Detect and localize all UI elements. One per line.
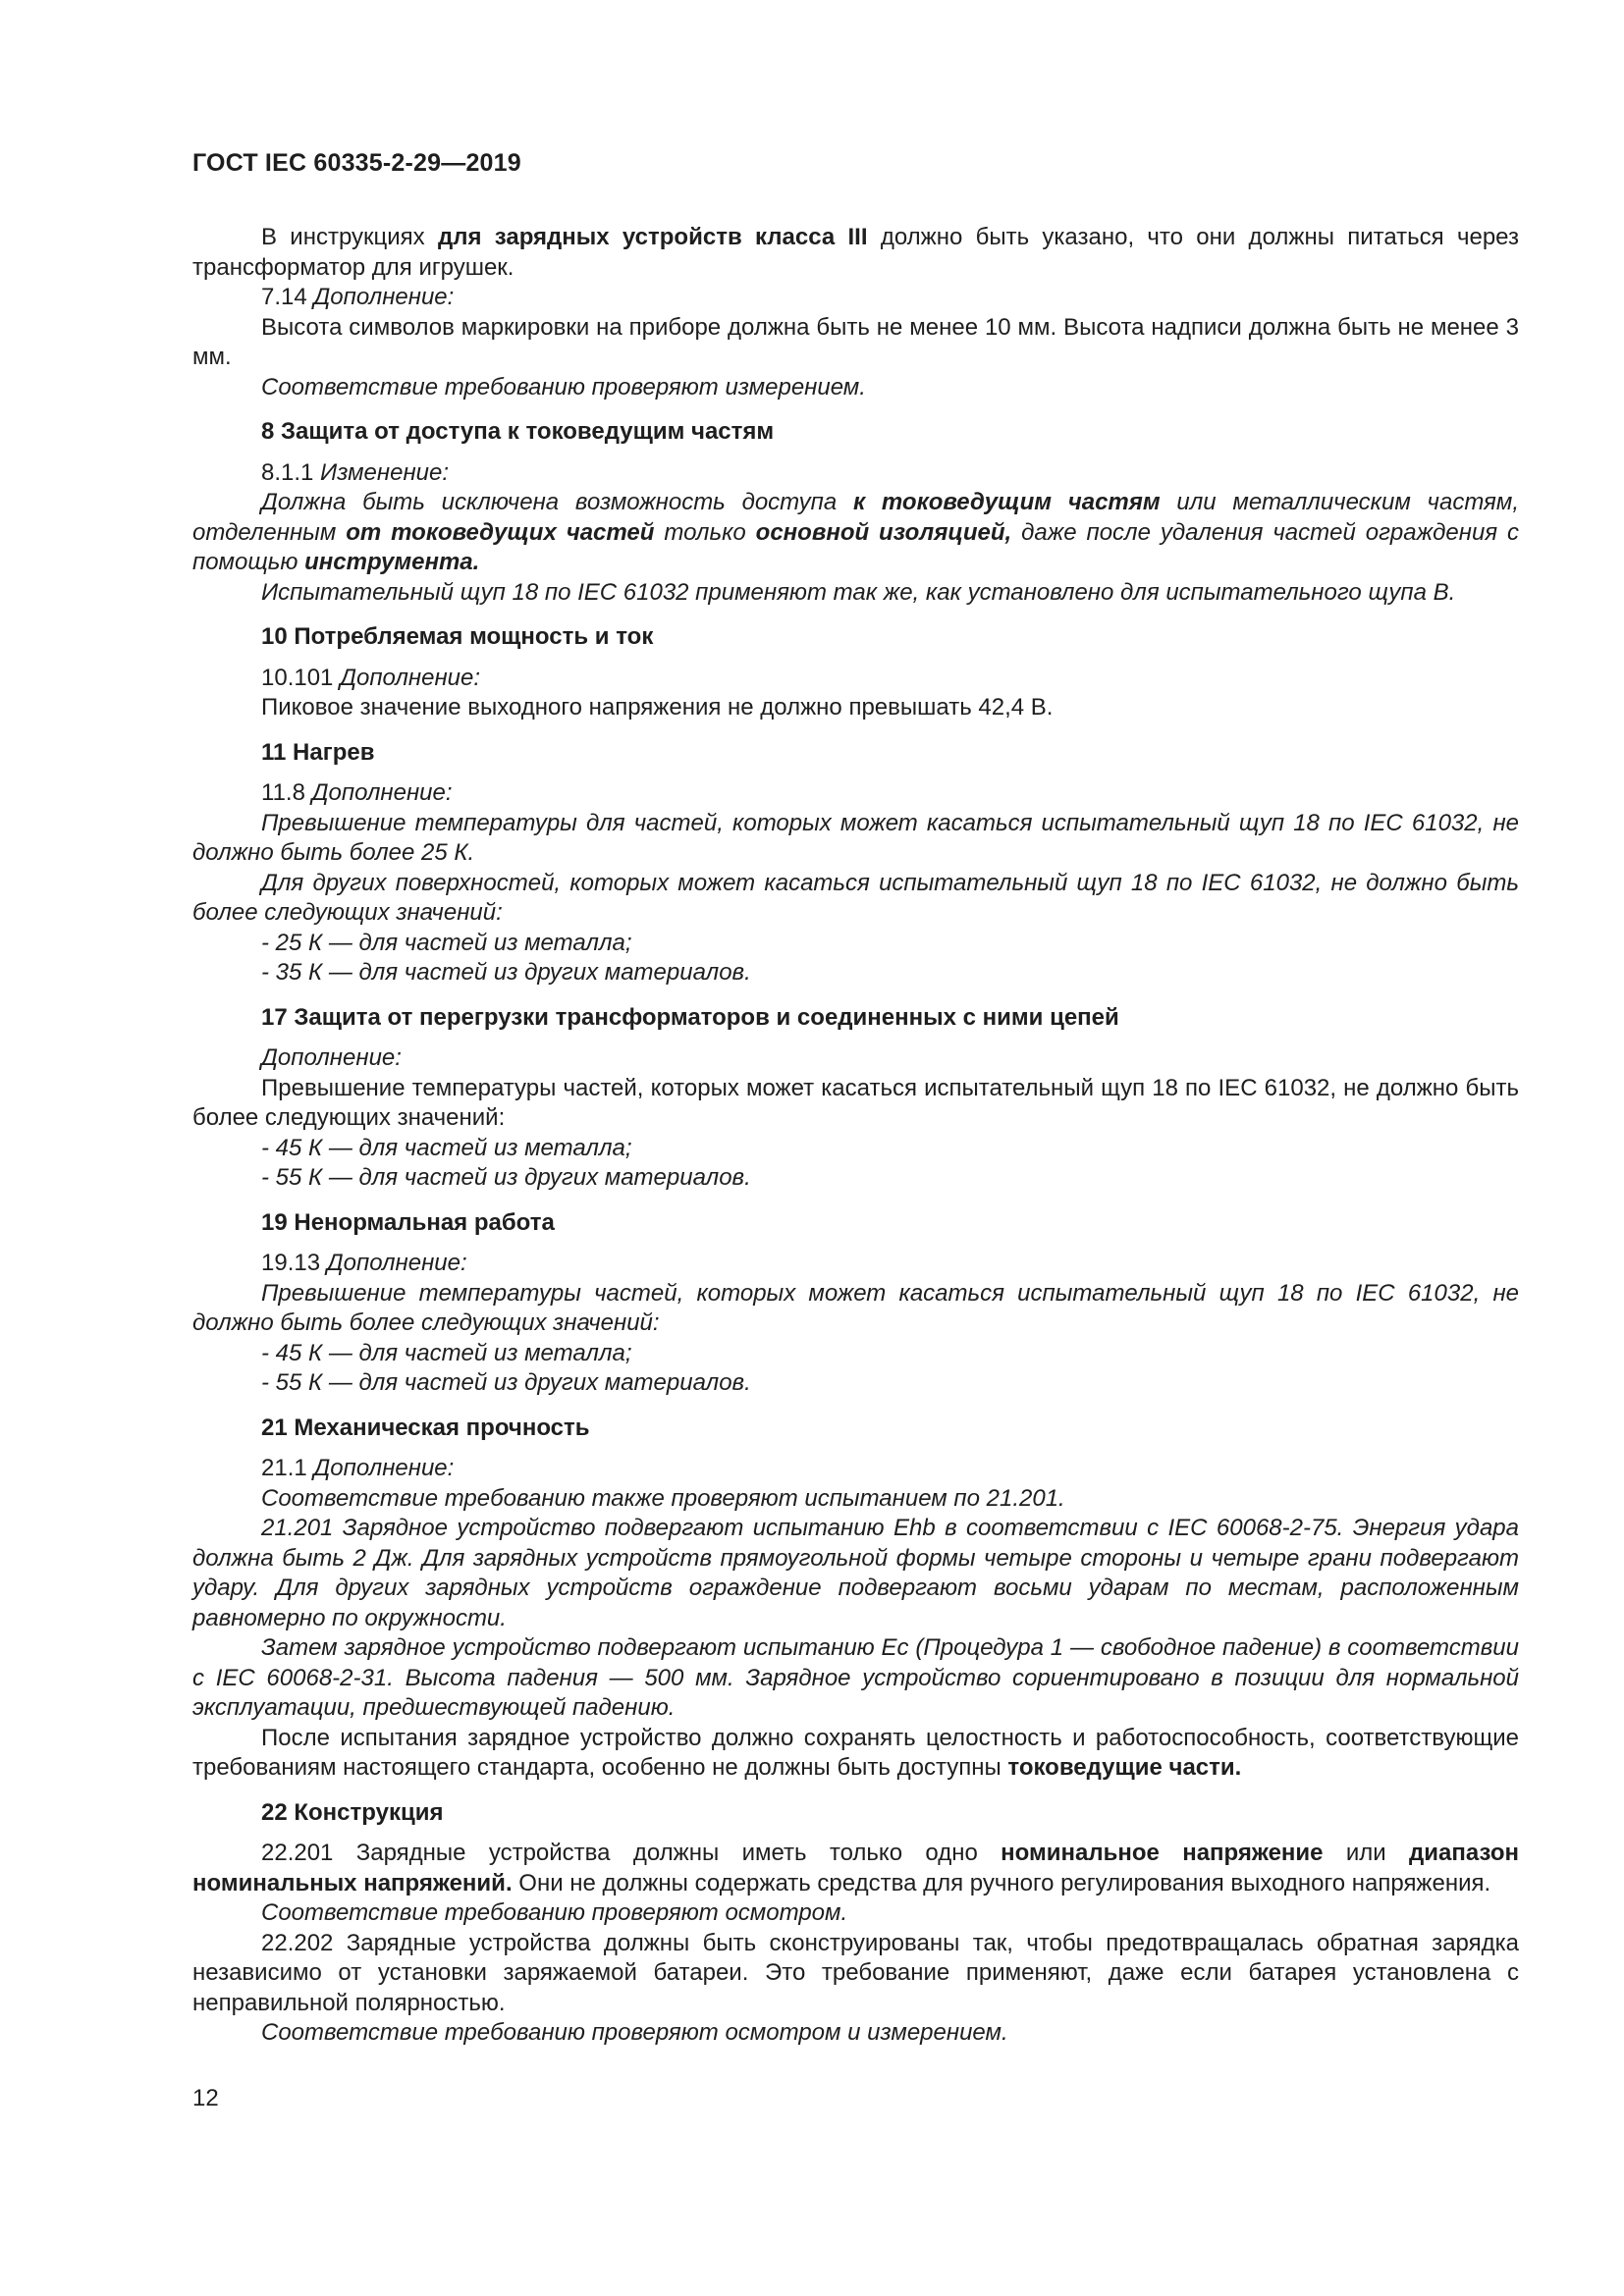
defined-term: номинальное напряжение	[1001, 1840, 1324, 1866]
defined-term: от токоведущих частей	[346, 518, 655, 546]
section-21-heading: 21 Механическая прочность	[261, 1414, 590, 1441]
text-run: только	[654, 518, 756, 546]
list-item: - 35 К — для частей из других материалов.	[261, 959, 751, 986]
section-22-heading: 22 Конструкция	[261, 1798, 444, 1826]
clause-type: Дополнение:	[313, 284, 455, 310]
after-test-text	[192, 1724, 1519, 1784]
clause-11-8-text-2: Для других поверхностей, которых может касаться испытательный щуп 18 по IEC 61032, не должно быть более следующих значений:	[192, 869, 1519, 926]
clause-number: 21.1	[261, 1455, 314, 1481]
clause-11-8-text-1: Превышение температуры для частей, которых может касаться испытательный щуп 18 по IEC 61032, не должно быть более 25 К.	[192, 809, 1519, 866]
text-run: В инструкциях	[261, 224, 438, 250]
text-run: Должна быть исключена возможность доступа	[261, 489, 853, 515]
list-item: - 45 К — для частей из металла;	[261, 1339, 632, 1366]
defined-term: диапазон номинальных напряжений.	[192, 1840, 1519, 1896]
section-8-heading: 8 Защита от доступа к токоведущим частям	[261, 418, 775, 445]
clause-10-101-text: Пиковое значение выходного напряжения не должно превышать 42,4 В.	[261, 694, 1054, 721]
defined-term: основной изоляцией,	[755, 518, 1012, 546]
clause-8-1-1-label	[192, 458, 1519, 489]
list-item: - 55 К — для частей из других материалов.	[261, 1369, 751, 1396]
list-item: - 55 К — для частей из других материалов.	[261, 1164, 751, 1191]
clause-type: Дополнение:	[326, 1250, 467, 1276]
page-number: 12	[192, 2085, 219, 2111]
text-run: 22.201 Зарядные устройства должны иметь только одно	[261, 1840, 1001, 1866]
clause-11-8-label	[192, 778, 1519, 809]
defined-term: инструмента.	[304, 549, 480, 575]
defined-term: для зарядных устройств класса III	[437, 224, 868, 250]
clause-22-202-text: 22.202 Зарядные устройства должны быть сконструированы так, чтобы предотвращалась обратная зарядка независимо от установки заряжаемой батареи. Это требование применяют, даже если батарея установлена с неправильной полярностью.	[192, 1929, 1519, 2016]
section-19-heading: 19 Ненормальная работа	[261, 1208, 555, 1236]
defined-term: токоведущие части.	[1007, 1754, 1242, 1781]
text-run: или	[1323, 1840, 1410, 1866]
clause-number: 7.14	[261, 284, 314, 310]
compliance-note: Соответствие требованию проверяют измерением.	[261, 373, 866, 400]
list-item: - 45 К — для частей из металла;	[261, 1134, 632, 1161]
clause-number: 10.101	[261, 664, 341, 691]
clause-number: 19.13	[261, 1250, 327, 1276]
clause-7-14-text: Высота символов маркировки на приборе должна быть не менее 10 мм. Высота надписи должна быть не менее 3 мм.	[192, 313, 1519, 370]
clause-number: 11.8	[261, 779, 312, 806]
instructions-paragraph	[192, 223, 1519, 283]
section-17-label: Дополнение:	[261, 1044, 402, 1071]
clause-10-101-label	[192, 664, 1519, 694]
text-run: Они не должны содержать средства для ручного регулирования выходного напряжения.	[512, 1869, 1491, 1896]
clause-21-201-text: 21.201 Зарядное устройство подвергают испытанию Ehb в соответствии с IEC 60068-2-75. Энергия удара должна быть 2 Дж. Для зарядных устройств прямоугольной формы четыре стороны и четыре грани подвергают удару. Для других зарядных устройств ограждение подвергают восьми ударам по местам, расположенным равномерно по окружности.	[192, 1515, 1519, 1631]
clause-19-13-label	[192, 1249, 1519, 1279]
free-fall-test-text: Затем зарядное устройство подвергают испытанию Ec (Процедура 1 — свободное падение) в соответствии с IEC 60068-2-31. Высота падения — 500 мм. Зарядное устройство сориентировано в позиции для нормальной эксплуатации, предшествующей падению.	[192, 1634, 1519, 1721]
clause-type: Дополнение:	[311, 779, 453, 806]
compliance-note: Соответствие требованию проверяют осмотром и измерением.	[261, 2019, 1008, 2046]
clause-22-201-text	[192, 1839, 1519, 1898]
defined-term: к токоведущим частям	[852, 489, 1161, 515]
text-run: После испытания зарядное устройство должно сохранять целостность и работоспособность, соответствующие требованиям настоящего стандарта, особенно не должны быть доступны	[192, 1724, 1519, 1781]
page-header: ГОСТ IEC 60335-2-29—2019	[192, 149, 521, 177]
section-17-text: Превышение температуры частей, которых может касаться испытательный щуп 18 по IEC 61032, не должно быть более следующих значений:	[192, 1074, 1519, 1131]
compliance-note: Соответствие требованию также проверяют испытанием по 21.201.	[261, 1484, 1065, 1512]
clause-number: 8.1.1	[261, 458, 321, 486]
clause-8-1-1-text	[192, 488, 1519, 578]
clause-7-14-label	[192, 283, 1519, 313]
clause-type: Дополнение:	[340, 664, 481, 691]
clause-19-13-text: Превышение температуры частей, которых может касаться испытательный щуп 18 по IEC 61032, не должно быть более следующих значений:	[192, 1279, 1519, 1336]
clause-type: Изменение:	[320, 458, 450, 486]
compliance-note: Соответствие требованию проверяют осмотром.	[261, 1899, 848, 1926]
clause-21-1-label	[192, 1454, 1519, 1484]
section-11-heading: 11 Нагрев	[261, 738, 375, 766]
list-item: - 25 К — для частей из металла;	[261, 929, 632, 956]
section-10-heading: 10 Потребляемая мощность и ток	[261, 623, 654, 650]
text-run: или металлическим частям, отделенным	[192, 489, 1519, 546]
document-body	[192, 223, 1519, 2049]
probe-note: Испытательный щуп 18 по IEC 61032 применяют так же, как установлено для испытательного щупа В.	[261, 578, 1456, 606]
text-run: должно быть указано, что они должны питаться через трансформатор для игрушек.	[192, 224, 1519, 281]
clause-type: Дополнение:	[313, 1455, 455, 1481]
text-run: даже после удаления частей ограждения с помощью	[192, 518, 1520, 575]
section-17-heading: 17 Защита от перегрузки трансформаторов и соединенных с ними цепей	[261, 1003, 1119, 1031]
